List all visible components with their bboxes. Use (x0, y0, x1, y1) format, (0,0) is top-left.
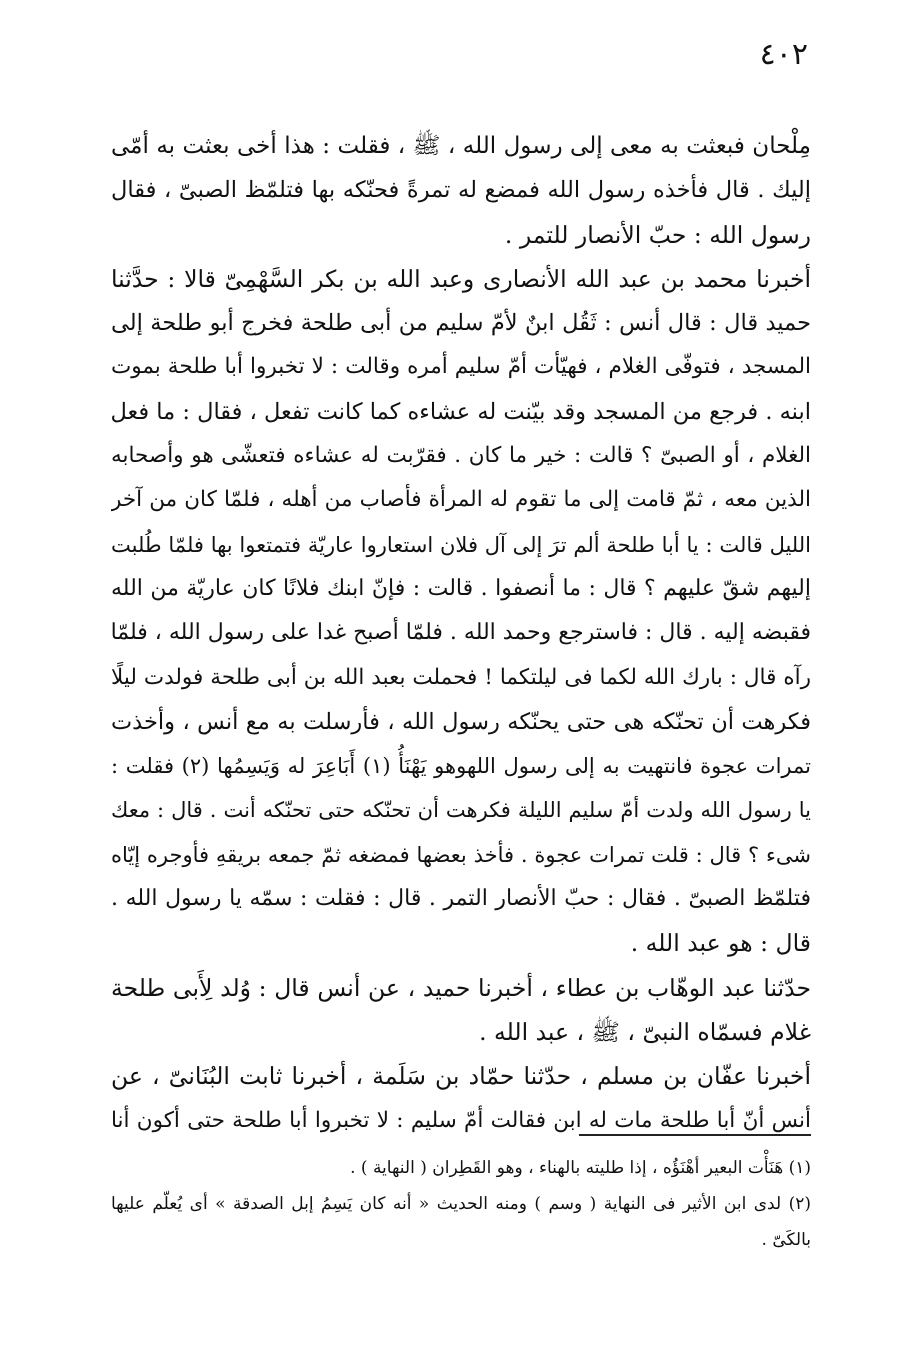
text-line: الغلام ، أو الصبىّ ؟ قالت : خير ما كان . فقرّبت له عشاءه فتعشّى هو وأصحابه (111, 443, 811, 469)
text-line: مِلْحان فبعثت به معى إلى رسول الله ، ﷺ ، فقلت : هذا أخى بعثت به أمّى (111, 133, 811, 159)
text-line: فقبضه إليه . قال : فاسترجع وحمد الله . فلمّا أصبح غدا على رسول الله ، فلمّا (111, 620, 811, 646)
text-line: فكرهت أن تحنّكه هى حتى يحنّكه رسول الله ، فأرسلت به مع أنس ، وأخذت (111, 708, 811, 735)
text-line: شىء ؟ قال : قلت تمرات عجوة . فأخذ بعضها فمضغه ثمّ جمعه بريقهِ فأوجره إيّاه (111, 842, 811, 867)
text-line: أنس أنّ أبا طلحة مات له ابن فقالت أمّ سليم : لا تخبروا أبا طلحة حتى أكون أنا (111, 1107, 811, 1133)
text-line: ابنه . فرجع من المسجد وقد بيّنت له عشاءه كما كانت تفعل ، فقال : ما فعل (111, 398, 811, 425)
text-line: رسول الله : حبّ الأنصار للتمر . (504, 220, 811, 249)
footnotes (111, 1150, 811, 1258)
footnote-2-continued: بالكَىّ . (761, 1230, 811, 1250)
text-line: يا رسول الله ولدت أمّ سليم الليلة فكرهت أن تحنّكه حتى تحنّكه أنت . قال : معك (111, 798, 811, 823)
text-line: الذين معه ، ثمّ قامت إلى ما تقوم له المرأة فأصاب من أهله ، فلمّا كان من آخر (111, 487, 811, 513)
text-line: إليهم شقّ عليهم ؟ قال : ما أنصفوا . قالت : فإنّ ابنك فلانًا كان عاريّة من الله (111, 575, 811, 601)
footnote-divider (579, 1134, 811, 1136)
text-line: رآه قال : بارك الله لكما فى ليلتكما ! فحملت بعبد الله بن أبى طلحة فولدت ليلًا (111, 664, 811, 690)
text-line: تمرات عجوة فانتهيت به إلى رسول اللهوهو يَهْنَأُ (١) أَبَاعِرَ له وَيَسِمُها (٢) فقلت : (111, 754, 811, 779)
text-line: إليك . قال فأخذه رسول الله فمضع له تمرةً فحنّكه بها فتلمّظ الصبىّ ، فقال (111, 177, 811, 204)
page-number: ٤٠٢ (759, 37, 808, 72)
text-line: فتلمّظ الصبىّ . فقال : حبّ الأنصار التمر . قال : فقلت : سمّه يا رسول الله . (111, 886, 811, 912)
main-text (111, 124, 811, 1143)
text-line: أخبرنا عفّان بن مسلم ، حدّثنا حمّاد بن سَلَمة ، أخبرنا ثابت البُنَانىّ ، عن (111, 1062, 811, 1091)
text-line: الليل قالت : يا أبا طلحة ألم ترَ إلى آل فلان استعاروا عاريّة فتمتعوا بها فلمّا طُلبت (111, 532, 811, 557)
text-line: غلام فسمّاه النبىّ ، ﷺ ، عبد الله . (479, 1017, 811, 1046)
footnote-2: (٢) لدى ابن الأثير فى النهاية ( وسم ) ومنه الحديث « أنه كان يَسِمُ إبل الصدقة » أى يُعلّم عليها (111, 1194, 811, 1214)
text-line: المسجد ، فتوفّى الغلام ، فهيّأت أمّ سليم أمره وقالت : لا تخبروا أبا طلحة بموت (111, 354, 811, 380)
text-line: قال : هو عبد الله . (630, 929, 811, 958)
footnote-1: (١) هَنَأْت البعير أهْنَؤُه ، إذا طليته بالهناء ، وهو القَطِران ( النهاية ) . (350, 1158, 811, 1178)
text-line: أخبرنا محمد بن عبد الله الأنصارى وعبد الله بن بكر السَّهْمِىّ قالا : حدَّثنا (111, 264, 811, 293)
text-line: حدّثنا عبد الوهّاب بن عطاء ، أخبرنا حميد ، عن أنس قال : وُلد لِأَبى طلحة (111, 973, 811, 1002)
text-line: حميد قال : قال أنس : ثَقُل ابنٌ لأمّ سليم من أبى طلحة فخرج أبو طلحة إلى (111, 310, 811, 337)
